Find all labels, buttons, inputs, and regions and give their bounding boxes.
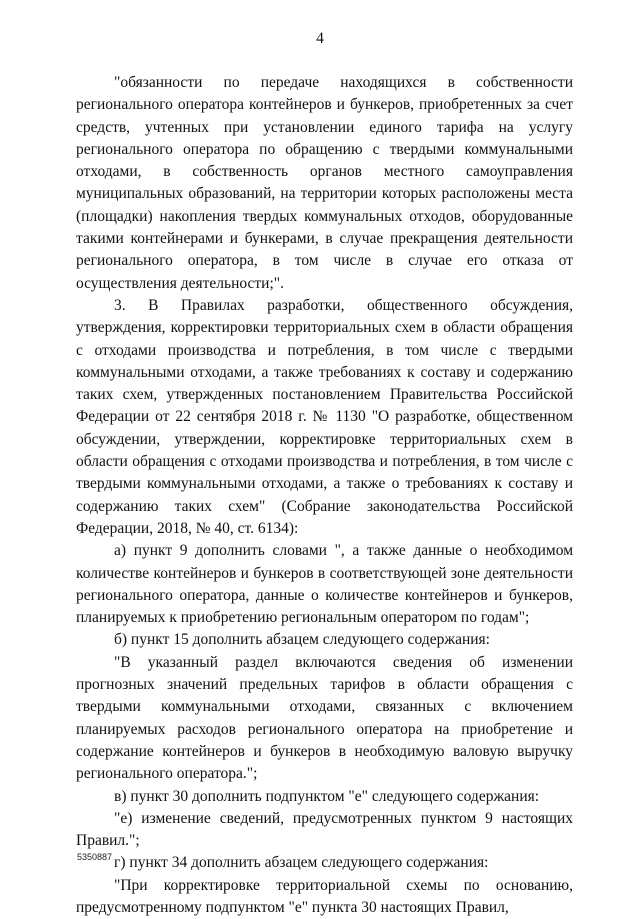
page-number: 4 [316,30,324,47]
document-code: 5350887 [77,852,113,862]
paragraph-item-v-text: "е) изменение сведений, предусмотренных пунктом 9 настоящих Правил."; [76,809,573,850]
paragraph-item-3: 3. В Правилах разработки, общественного обсуждения, утверждения, корректировки территориальных схем в области обращения с отходами производства и потребления, в том числе с твердыми коммунальными отходами, а также требованиях к составу и содержанию таких схем, утвержденных постановлением Правительства Российской Федерации от 22 сентября 2018 г. № 1130 "О разработке, общественном обсуждении, утверждении, корректировке территориальных схем в области обращения с отходами производства и потребления, в том числе с твердыми коммунальными отходами, а также о требованиях к составу и содержанию таких схем" (Собрание законодательства Российской Федерации, 2018, № 40, ст. 6134): [76,296,573,537]
paragraph-item-v: в) пункт 30 дополнить подпунктом "е" следующего содержания: [114,787,540,805]
paragraph-obligations: "обязанности по передаче находящихся в собственности регионального оператора контейнеров и бункеров, приобретенных за счет средств, учтенных при установлении единого тарифа на услугу регионального оператора по обращению с твердыми коммунальными отходами, в собственность органов местного самоуправления муниципальных образований, на территории которых расположены места (площадки) накопления твердых коммунальных отходов, оборудованные такими контейнерами и бункерами, в случае прекращения деятельности регионального оператора, в том числе в случае его отказа от осуществления деятельности;". [76,74,573,292]
document-body [76,72,573,919]
paragraph-item-g-text: "При корректировке территориальной схемы по основанию, предусмотренному подпунктом "е" пункта 30 настоящих Правил, [76,876,573,916]
paragraph-item-b: б) пункт 15 дополнить абзацем следующего содержания: [114,631,490,649]
paragraph-item-g: г) пункт 34 дополнить абзацем следующего содержания: [114,854,489,872]
paragraph-item-b-text: "В указанный раздел включаются сведения об изменении прогнозных значений предельных тарифов в области обращения с твердыми коммунальными отходами, связанных с включением планируемых расходов регионального оператора на приобретение и содержание контейнеров и бункеров в необходимую валовую выручку регионального оператора."; [76,653,573,783]
paragraph-item-a: а) пункт 9 дополнить словами ", а также данные о необходимом количестве контейнеров и бункеров в соответствующей зоне деятельности регионального оператора, данные о количестве контейнеров и бункеров, планируемых к приобретению региональным оператором по годам"; [76,542,573,627]
